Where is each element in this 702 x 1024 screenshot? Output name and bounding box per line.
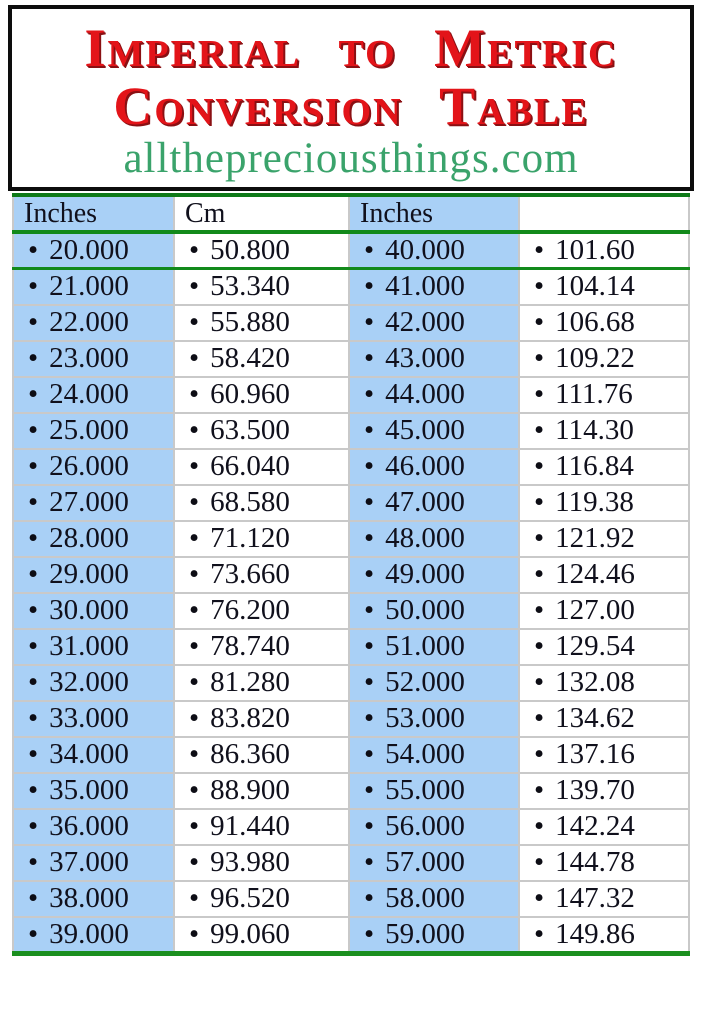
- cell-value: 109.22: [555, 342, 635, 374]
- bullet-icon: •: [534, 774, 545, 806]
- cm-left-cell: [174, 845, 349, 881]
- cell-value: 36.000: [49, 810, 129, 842]
- bullet-icon: •: [28, 702, 39, 734]
- inches-right-cell: [349, 521, 519, 557]
- cm-right-cell: [519, 845, 689, 881]
- bullet-icon: •: [189, 666, 200, 698]
- table-row: [13, 413, 689, 449]
- inches-left-cell: [13, 413, 174, 449]
- cell-value: 50.000: [385, 594, 465, 626]
- bullet-icon: •: [28, 846, 39, 878]
- cell-value: 41.000: [385, 270, 465, 303]
- inches-right-cell: [349, 305, 519, 341]
- cell-value: 76.200: [210, 594, 290, 626]
- bullet-icon: •: [28, 342, 39, 374]
- bullet-icon: •: [28, 630, 39, 662]
- cell-value: 142.24: [555, 810, 635, 842]
- bullet-icon: •: [189, 522, 200, 554]
- bullet-icon: •: [534, 666, 545, 698]
- bullet-icon: •: [534, 810, 545, 842]
- bullet-icon: •: [364, 270, 375, 303]
- cell-value: 114.30: [555, 414, 634, 446]
- bullet-icon: •: [364, 702, 375, 734]
- cell-value: 22.000: [49, 306, 129, 338]
- cell-value: 39.000: [49, 917, 129, 950]
- cell-value: 29.000: [49, 558, 129, 590]
- cm-right-cell: [519, 629, 689, 665]
- cell-value: 51.000: [385, 630, 465, 662]
- inches-right-cell: [349, 845, 519, 881]
- cell-value: 119.38: [555, 486, 634, 518]
- inches-left-cell: [13, 917, 174, 954]
- cell-value: 23.000: [49, 342, 129, 374]
- table-row: [13, 593, 689, 629]
- bullet-icon: •: [534, 630, 545, 662]
- bullet-icon: •: [189, 594, 200, 626]
- bullet-icon: •: [534, 486, 545, 518]
- table-row: [13, 665, 689, 701]
- cm-right-cell: [519, 809, 689, 845]
- bullet-icon: •: [28, 738, 39, 770]
- bullet-icon: •: [28, 666, 39, 698]
- column-header-inches-right: Inches: [349, 195, 519, 232]
- bullet-icon: •: [28, 810, 39, 842]
- cm-left-cell: [174, 881, 349, 917]
- bullet-icon: •: [189, 234, 200, 266]
- inches-left-cell: [13, 701, 174, 737]
- bullet-icon: •: [189, 450, 200, 482]
- table-row: [13, 305, 689, 341]
- bullet-icon: •: [364, 414, 375, 446]
- column-header-inches-left: Inches: [13, 195, 174, 232]
- cm-right-cell: [519, 232, 689, 269]
- cell-value: 121.92: [555, 522, 635, 554]
- bullet-icon: •: [534, 234, 545, 266]
- cm-left-cell: [174, 629, 349, 665]
- cell-value: 45.000: [385, 414, 465, 446]
- bullet-icon: •: [28, 306, 39, 338]
- bullet-icon: •: [28, 234, 39, 266]
- cell-value: 88.900: [210, 774, 290, 806]
- bullet-icon: •: [28, 270, 39, 303]
- cell-value: 37.000: [49, 846, 129, 878]
- cm-right-cell: [519, 665, 689, 701]
- bullet-icon: •: [28, 486, 39, 518]
- cm-left-cell: [174, 737, 349, 773]
- inches-right-cell: [349, 881, 519, 917]
- inches-right-cell: [349, 665, 519, 701]
- bullet-icon: •: [364, 630, 375, 662]
- cell-value: 59.000: [385, 917, 465, 950]
- table-row: [13, 809, 689, 845]
- bullet-icon: •: [28, 378, 39, 410]
- table-body: [13, 232, 689, 953]
- inches-right-cell: [349, 557, 519, 593]
- cell-value: 137.16: [555, 738, 635, 770]
- cell-value: 30.000: [49, 594, 129, 626]
- cm-right-cell: [519, 377, 689, 413]
- cell-value: 63.500: [210, 414, 290, 446]
- cell-value: 93.980: [210, 846, 290, 878]
- bullet-icon: •: [364, 738, 375, 770]
- cell-value: 24.000: [49, 378, 129, 410]
- bullet-icon: •: [189, 558, 200, 590]
- cell-value: 56.000: [385, 810, 465, 842]
- bullet-icon: •: [189, 917, 200, 950]
- page-title-line1: Imperial to Metric: [84, 18, 618, 78]
- cm-right-cell: [519, 881, 689, 917]
- cm-right-cell: [519, 557, 689, 593]
- table-row: [13, 341, 689, 377]
- cm-right-cell: [519, 413, 689, 449]
- bullet-icon: •: [364, 882, 375, 914]
- cell-value: 101.60: [555, 234, 635, 266]
- table-row: [13, 269, 689, 305]
- bullet-icon: •: [28, 774, 39, 806]
- cm-left-cell: [174, 557, 349, 593]
- cell-value: 54.000: [385, 738, 465, 770]
- inches-right-cell: [349, 773, 519, 809]
- bullet-icon: •: [189, 306, 200, 338]
- cell-value: 68.580: [210, 486, 290, 518]
- cm-right-cell: [519, 773, 689, 809]
- inches-right-cell: [349, 701, 519, 737]
- cell-value: 127.00: [555, 594, 635, 626]
- cm-right-cell: [519, 737, 689, 773]
- cm-right-cell: [519, 521, 689, 557]
- cell-value: 48.000: [385, 522, 465, 554]
- cell-value: 139.70: [555, 774, 635, 806]
- inches-left-cell: [13, 377, 174, 413]
- bullet-icon: •: [189, 702, 200, 734]
- bullet-icon: •: [189, 774, 200, 806]
- inches-right-cell: [349, 593, 519, 629]
- cell-value: 124.46: [555, 558, 635, 590]
- cm-left-cell: [174, 485, 349, 521]
- cm-left-cell: [174, 701, 349, 737]
- bullet-icon: •: [534, 414, 545, 446]
- cm-left-cell: [174, 269, 349, 305]
- cell-value: 66.040: [210, 450, 290, 482]
- cell-value: 104.14: [555, 270, 635, 303]
- cell-value: 42.000: [385, 306, 465, 338]
- cell-value: 21.000: [49, 270, 129, 303]
- title-box: [8, 5, 694, 191]
- cell-value: 27.000: [49, 486, 129, 518]
- bullet-icon: •: [364, 810, 375, 842]
- inches-left-cell: [13, 521, 174, 557]
- cell-value: 83.820: [210, 702, 290, 734]
- column-header-cm-left: Cm: [174, 195, 349, 232]
- cm-right-cell: [519, 917, 689, 954]
- inches-left-cell: [13, 341, 174, 377]
- cell-value: 91.440: [210, 810, 290, 842]
- cell-value: 53.000: [385, 702, 465, 734]
- cm-left-cell: [174, 773, 349, 809]
- bullet-icon: •: [189, 810, 200, 842]
- table-row: [13, 629, 689, 665]
- cm-left-cell: [174, 917, 349, 954]
- cm-left-cell: [174, 305, 349, 341]
- bullet-icon: •: [534, 738, 545, 770]
- bullet-icon: •: [364, 522, 375, 554]
- bullet-icon: •: [364, 774, 375, 806]
- cell-value: 96.520: [210, 882, 290, 914]
- bullet-icon: •: [364, 666, 375, 698]
- inches-left-cell: [13, 809, 174, 845]
- inches-left-cell: [13, 629, 174, 665]
- cell-value: 40.000: [385, 234, 465, 266]
- cell-value: 50.800: [210, 234, 290, 266]
- cm-left-cell: [174, 809, 349, 845]
- inches-right-cell: [349, 413, 519, 449]
- bullet-icon: •: [364, 846, 375, 878]
- inches-right-cell: [349, 809, 519, 845]
- column-header-cm-right: [519, 195, 689, 232]
- bullet-icon: •: [28, 594, 39, 626]
- bullet-icon: •: [28, 450, 39, 482]
- bullet-icon: •: [189, 486, 200, 518]
- bullet-icon: •: [534, 306, 545, 338]
- bullet-icon: •: [28, 414, 39, 446]
- bullet-icon: •: [189, 414, 200, 446]
- cell-value: 46.000: [385, 450, 465, 482]
- cell-value: 44.000: [385, 378, 465, 410]
- bullet-icon: •: [534, 270, 545, 303]
- bullet-icon: •: [189, 882, 200, 914]
- cell-value: 43.000: [385, 342, 465, 374]
- cm-right-cell: [519, 269, 689, 305]
- bullet-icon: •: [364, 558, 375, 590]
- table-row: [13, 557, 689, 593]
- bullet-icon: •: [534, 522, 545, 554]
- bullet-icon: •: [189, 342, 200, 374]
- bullet-icon: •: [28, 917, 39, 950]
- bullet-icon: •: [534, 702, 545, 734]
- cell-value: 99.060: [210, 917, 290, 950]
- inches-right-cell: [349, 917, 519, 954]
- bullet-icon: •: [364, 342, 375, 374]
- table-row: [13, 377, 689, 413]
- cell-value: 35.000: [49, 774, 129, 806]
- bullet-icon: •: [189, 270, 200, 303]
- bullet-icon: •: [364, 594, 375, 626]
- cell-value: 25.000: [49, 414, 129, 446]
- cm-right-cell: [519, 593, 689, 629]
- cell-value: 116.84: [555, 450, 634, 482]
- bullet-icon: •: [534, 378, 545, 410]
- bullet-icon: •: [28, 558, 39, 590]
- cell-value: 55.000: [385, 774, 465, 806]
- bullet-icon: •: [364, 306, 375, 338]
- cm-right-cell: [519, 341, 689, 377]
- table-row: [13, 521, 689, 557]
- cm-right-cell: [519, 305, 689, 341]
- bullet-icon: •: [534, 594, 545, 626]
- header-row: [13, 195, 689, 232]
- inches-right-cell: [349, 377, 519, 413]
- cell-value: 81.280: [210, 666, 290, 698]
- inches-right-cell: [349, 232, 519, 269]
- cell-value: 28.000: [49, 522, 129, 554]
- inches-left-cell: [13, 232, 174, 269]
- inches-right-cell: [349, 629, 519, 665]
- cell-value: 20.000: [49, 234, 129, 266]
- inches-left-cell: [13, 269, 174, 305]
- inches-left-cell: [13, 665, 174, 701]
- inches-left-cell: [13, 485, 174, 521]
- table-row: [13, 881, 689, 917]
- bullet-icon: •: [364, 917, 375, 950]
- cell-value: 52.000: [385, 666, 465, 698]
- cell-value: 73.660: [210, 558, 290, 590]
- inches-right-cell: [349, 449, 519, 485]
- cell-value: 32.000: [49, 666, 129, 698]
- cell-value: 78.740: [210, 630, 290, 662]
- cell-value: 106.68: [555, 306, 635, 338]
- table-row: [13, 773, 689, 809]
- cm-left-cell: [174, 341, 349, 377]
- inches-right-cell: [349, 485, 519, 521]
- cm-left-cell: [174, 449, 349, 485]
- cm-left-cell: [174, 413, 349, 449]
- bullet-icon: •: [189, 378, 200, 410]
- bullet-icon: •: [28, 522, 39, 554]
- cell-value: 49.000: [385, 558, 465, 590]
- cell-value: 111.76: [555, 378, 633, 410]
- cell-value: 144.78: [555, 846, 635, 878]
- table-row: [13, 485, 689, 521]
- inches-left-cell: [13, 557, 174, 593]
- table-row: [13, 917, 689, 954]
- bullet-icon: •: [534, 558, 545, 590]
- bullet-icon: •: [189, 738, 200, 770]
- bullet-icon: •: [534, 917, 545, 950]
- cell-value: 60.960: [210, 378, 290, 410]
- inches-left-cell: [13, 305, 174, 341]
- bullet-icon: •: [534, 882, 545, 914]
- cm-left-cell: [174, 665, 349, 701]
- table-row: [13, 232, 689, 269]
- inches-right-cell: [349, 737, 519, 773]
- cm-left-cell: [174, 232, 349, 269]
- cell-value: 55.880: [210, 306, 290, 338]
- cell-value: 47.000: [385, 486, 465, 518]
- bullet-icon: •: [534, 846, 545, 878]
- bullet-icon: •: [364, 234, 375, 266]
- conversion-table: [12, 193, 690, 956]
- inches-left-cell: [13, 737, 174, 773]
- inches-right-cell: [349, 341, 519, 377]
- cm-right-cell: [519, 701, 689, 737]
- cell-value: 132.08: [555, 666, 635, 698]
- inches-left-cell: [13, 845, 174, 881]
- page-title-line2: Conversion Table: [113, 76, 589, 136]
- cell-value: 129.54: [555, 630, 635, 662]
- cell-value: 26.000: [49, 450, 129, 482]
- inches-left-cell: [13, 593, 174, 629]
- cell-value: 58.420: [210, 342, 290, 374]
- table-header: [13, 195, 689, 232]
- cell-value: 53.340: [210, 270, 290, 303]
- bullet-icon: •: [364, 486, 375, 518]
- cell-value: 134.62: [555, 702, 635, 734]
- inches-left-cell: [13, 773, 174, 809]
- bullet-icon: •: [189, 630, 200, 662]
- inches-right-cell: [349, 269, 519, 305]
- cm-left-cell: [174, 377, 349, 413]
- cell-value: 149.86: [555, 917, 635, 950]
- cm-right-cell: [519, 449, 689, 485]
- cell-value: 71.120: [210, 522, 290, 554]
- inches-left-cell: [13, 449, 174, 485]
- bullet-icon: •: [189, 846, 200, 878]
- bullet-icon: •: [534, 450, 545, 482]
- bullet-icon: •: [364, 450, 375, 482]
- cm-left-cell: [174, 521, 349, 557]
- cell-value: 31.000: [49, 630, 129, 662]
- cell-value: 86.360: [210, 738, 290, 770]
- bullet-icon: •: [534, 342, 545, 374]
- cell-value: 147.32: [555, 882, 635, 914]
- table-row: [13, 845, 689, 881]
- inches-left-cell: [13, 881, 174, 917]
- bullet-icon: •: [364, 378, 375, 410]
- bullet-icon: •: [28, 882, 39, 914]
- website-url: allthepreciousthings.com: [123, 135, 579, 182]
- cell-value: 57.000: [385, 846, 465, 878]
- table-row: [13, 737, 689, 773]
- cm-left-cell: [174, 593, 349, 629]
- cell-value: 58.000: [385, 882, 465, 914]
- table-row: [13, 449, 689, 485]
- cell-value: 34.000: [49, 738, 129, 770]
- cell-value: 38.000: [49, 882, 129, 914]
- cm-right-cell: [519, 485, 689, 521]
- cell-value: 33.000: [49, 702, 129, 734]
- table-row: [13, 701, 689, 737]
